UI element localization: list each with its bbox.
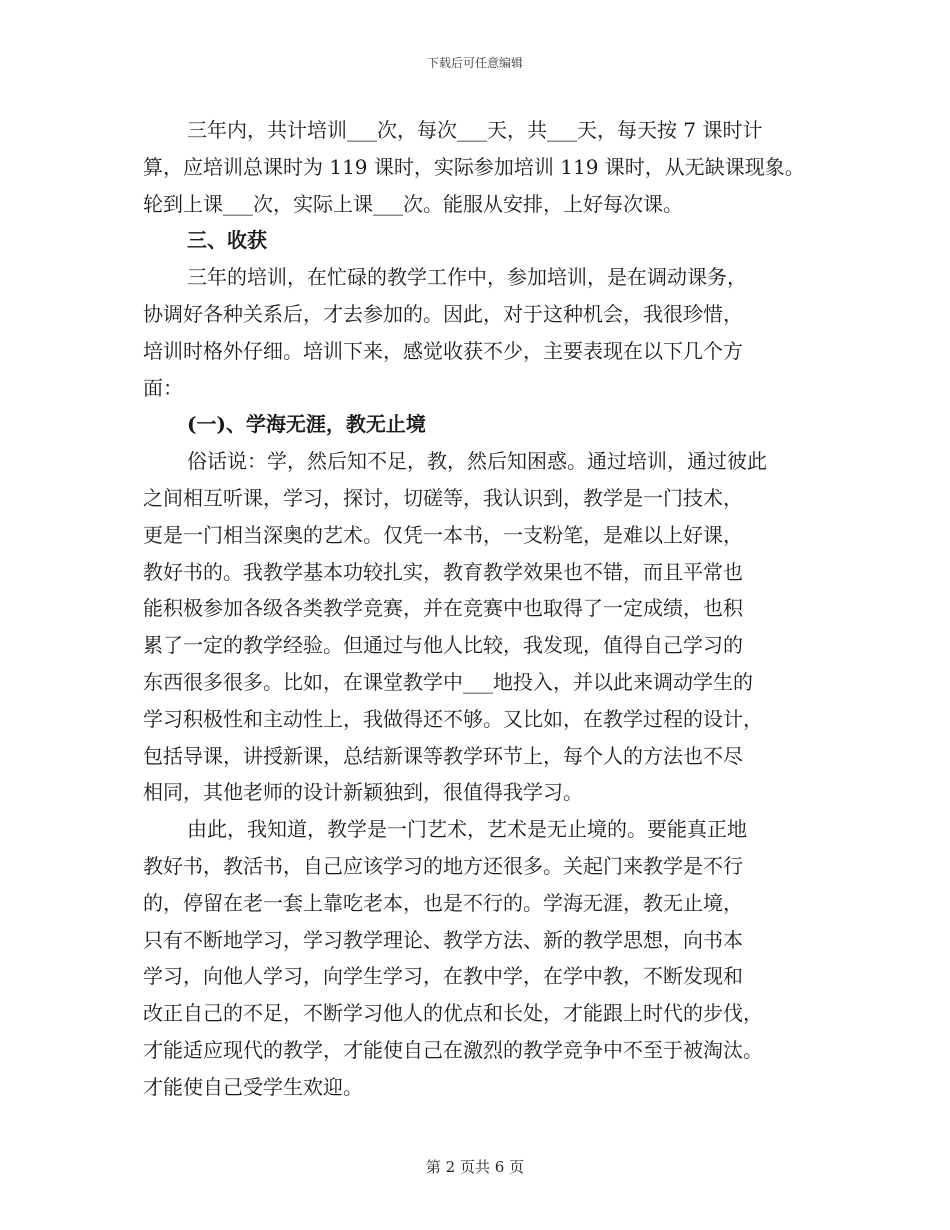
paragraph-line: 学习积极性和主动性上，我做得还不够。又比如，在教学过程的设计， [143,706,763,731]
paragraph-line: 之间相互听课，学习，探讨，切磋等，我认识到，教学是一门技术， [143,485,743,510]
paragraph-line: 协调好各种关系后，才去参加的。因此，对于这种机会，我很珍惜， [143,301,743,326]
paragraph-line: 相同，其他老师的设计新颖独到，很值得我学习。 [143,780,583,805]
paragraph-line: 由此，我知道，教学是一门艺术，艺术是无止境的。要能真正地 [187,817,747,842]
paragraph-line: 才能适应现代的教学，才能使自己在激烈的教学竞争中不至于被淘汰。 [143,1037,763,1062]
document-body [143,112,813,1106]
section-heading: 三、收获 [187,228,267,253]
paragraph-line: 才能使自己受学生欢迎。 [143,1074,363,1099]
paragraph-line: 三年内，共计培训___次，每次___天，共___天，每天按 7 课时计 [187,118,763,142]
paragraph-line: 能积极参加各级各类教学竞赛，并在竞赛中也取得了一定成绩，也积 [143,596,743,621]
subsection-heading: (一)、学海无涯，教无止境 [187,412,426,437]
paragraph-line: 更是一门相当深奥的艺术。仅凭一本书，一支粉笔，是难以上好课， [143,522,743,547]
paragraph-line: 教好书的。我教学基本功较扎实，教育教学效果也不错，而且平常也 [143,559,743,584]
paragraph-line: 学习，向他人学习，向学生学习，在教中学，在学中教，不断发现和 [143,964,743,989]
paragraph-line: 教好书，教活书，自己应该学习的地方还很多。关起门来教学是不行 [143,853,743,878]
paragraph-line: 包括导课，讲授新课，总结新课等教学环节上，每个人的方法也不尽 [143,743,743,768]
page-header: 下载后可任意编辑 [426,56,523,70]
paragraph-line: 累了一定的教学经验。但通过与他人比较，我发现，值得自己学习的 [143,633,743,658]
paragraph-line: 改正自己的不足，不断学习他人的优点和长处，才能跟上时代的步伐， [143,1001,763,1026]
paragraph-line: 的，停留在老一套上靠吃老本，也是不行的。学海无涯，教无止境， [143,890,743,915]
paragraph-line: 三年的培训，在忙碌的教学工作中，参加培训，是在调动课务， [187,265,747,290]
paragraph-line: 只有不断地学习，学习教学理论、教学方法、新的教学思想，向书本 [143,927,743,952]
paragraph-line: 俗话说：学，然后知不足，教，然后知困惑。通过培训，通过彼此 [187,449,767,474]
page-footer: 第 2 页共 6 页 [425,1158,525,1176]
paragraph-line: 东西很多很多。比如，在课堂教学中___地投入，并以此来调动学生的 [143,669,753,694]
paragraph-line: 轮到上课___次，实际上课___次。能服从安排，上好每次课。 [143,191,683,216]
paragraph-line: 算，应培训总课时为 119 课时，实际参加培训 119 课时，从无缺课现象。 [143,154,805,179]
paragraph-line: 面： [143,375,183,400]
paragraph-line: 培训时格外仔细。培训下来，感觉收获不少，主要表现在以下几个方 [143,338,743,363]
